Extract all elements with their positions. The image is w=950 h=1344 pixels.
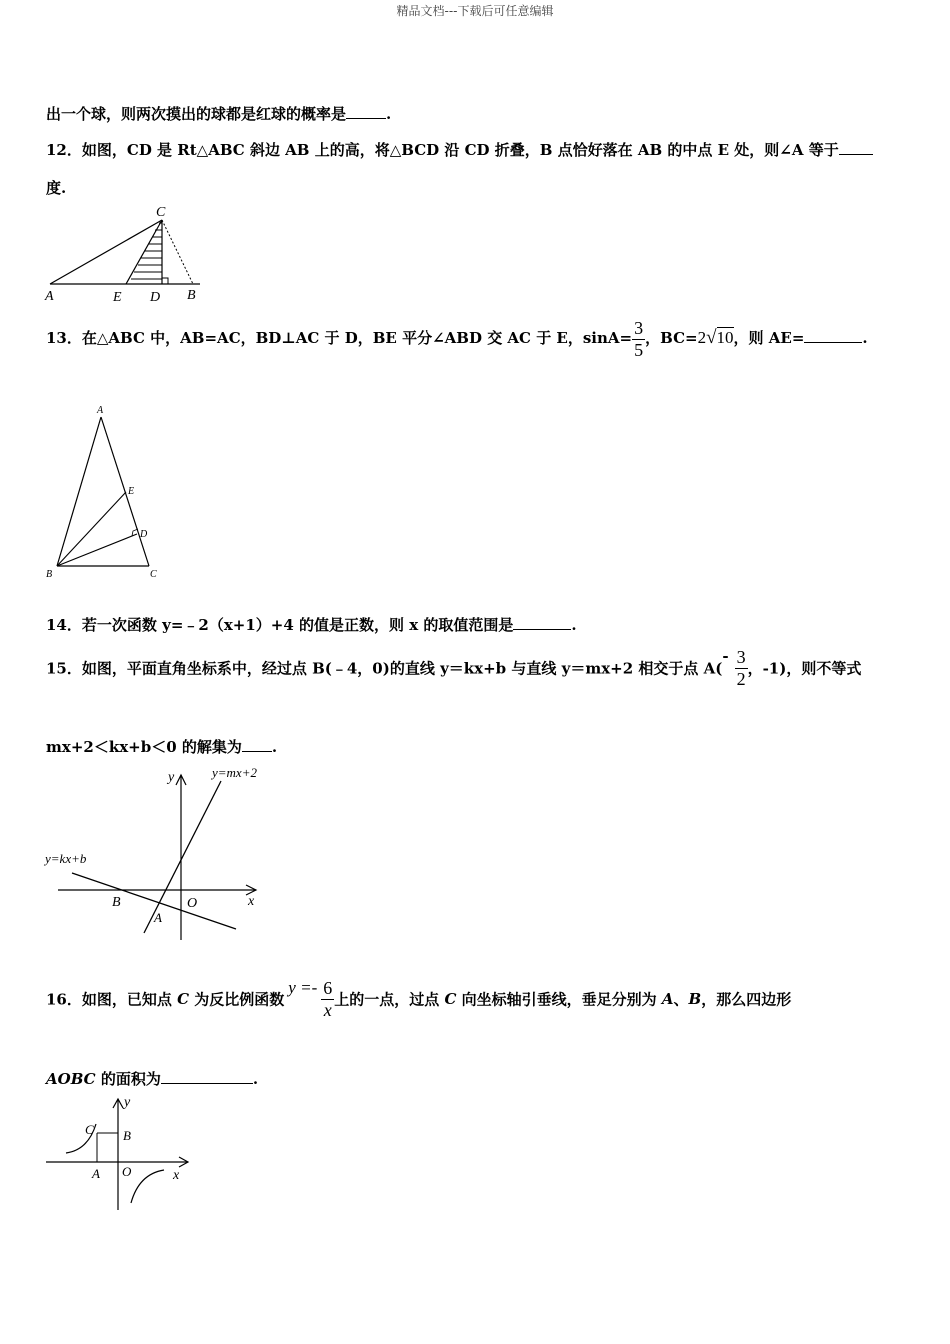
label-x: x [248,894,255,909]
q16-text-1: 16．如图，已知点 [46,990,178,1009]
label-d: D [140,529,148,540]
right-angle-mark [162,278,168,284]
label-c: C [150,569,157,580]
q13-text-line: 13．在△ABC 中，AB=AC，BD⊥AC 于 D，BE 平分∠ABD 交 AC 于 E，sinA= $\frac{3}{5}$ ，BC=2√10，则 AE= . [46,318,868,360]
label-c: C [85,1122,94,1137]
sin-fraction: $\frac{3}{5}$ [634,318,644,360]
label-c: C [156,205,166,220]
hatch-lines [131,223,162,279]
label-line-kx: y=kx+b [45,851,87,866]
minus-sign: - [722,647,729,665]
segment-ac [101,417,149,566]
answer-blank[interactable] [513,615,571,630]
q16-text-3: 上的一点，过点 [334,990,445,1009]
label-y: y [124,1095,131,1110]
label-line-mx: y=mx+2 [212,765,257,780]
func-lhs: y =- [288,978,318,997]
label-b: B [46,569,53,580]
point-c-2: C [444,990,457,1009]
label-b: B [123,1128,131,1143]
label-e: E [113,290,122,305]
segment-bd [57,534,137,566]
label-d: D [150,290,161,305]
q13-figure [40,400,170,585]
q15-figure [40,760,280,945]
point-a: A [661,990,674,1009]
answer-blank[interactable] [161,1069,253,1084]
answer-blank[interactable] [804,328,862,343]
label-b: B [187,288,196,303]
segment-ac [50,220,162,284]
label-x: x [173,1168,180,1183]
label-o: O [122,1164,132,1179]
a-x-fraction: $\frac{3}{2}$ [736,647,746,689]
q16-text-4: 向坐标轴引垂线，垂足分别为 [456,990,662,1009]
sep: 、 [673,990,689,1009]
label-e: E [128,486,135,497]
q14-text-line: 14．若一次函数 y=﹣2（x+1）+4 的值是正数，则 x 的取值范围是 . [46,616,577,634]
point-b: B [688,990,702,1009]
point-c: C [177,990,190,1009]
q12-text: 12．如图，CD 是 Rt△ABC 斜边 AB 上的高，将△BCD 沿 CD 折叠，B 点恰好落在 AB 的中点 E 处，则∠A 等于 [46,141,839,159]
q11-tail: 出一个球，则两次摸出的球都是红球的概率是 . [46,105,392,123]
q16-figure [40,1092,200,1217]
q15-text-1: 15．如图，平面直角坐标系中，经过点 B(﹣4，0)的直线 y＝kx+b 与直线 y＝mx+2 相交于点 A( [46,659,723,678]
q16-text-line [46,978,791,1020]
q15-text-2: ，-1)，则不等式 [747,659,862,678]
q12-tail: 度. [46,179,67,197]
segment-cb-dashed [162,220,193,284]
label-a: A [154,910,162,925]
q15-line2: mx+2＜kx+b＜0 的解集为 . [46,738,278,756]
func-fraction: $\frac{6}{x}$ [323,978,333,1020]
q11-text: 出一个球，则两次摸出的球都是红球的概率是 [46,105,347,123]
q15-text-line [46,647,861,689]
q16-text-2: 为反比例函数 [189,990,285,1009]
q16-text-6: 的面积为 [95,1070,161,1088]
hyperbola-branch-right [131,1170,164,1203]
answer-blank[interactable] [839,140,873,155]
quad-aobc: AOBC [46,1070,96,1088]
q13-text-1: 13．在△ABC 中，AB=AC，BD⊥AC 于 D，BE 平分∠ABD 交 AC 于 E，sinA= [46,329,633,348]
label-a: A [45,289,54,304]
q15-text-3: mx+2＜kx+b＜0 的解集为 [46,738,242,756]
segment-ab [57,417,101,566]
label-y: y [168,770,175,785]
q12-text-line [46,139,873,160]
bc-value: 2√10 [697,327,734,349]
q13-text-2: ，BC= [645,329,698,348]
q12-figure [40,200,210,305]
label-o: O [187,896,198,911]
page-header: 精品文档---下载后可任意编辑 [396,4,554,18]
q13-text-3: ，则 AE= [733,329,805,348]
label-a: A [92,1166,100,1181]
answer-blank[interactable] [242,737,272,752]
label-a: A [97,405,104,416]
q14-text: 14．若一次函数 y=﹣2（x+1）+4 的值是正数，则 x 的取值范围是 [46,616,514,634]
label-b: B [112,895,121,910]
answer-blank[interactable] [346,104,386,119]
q16-text-5: ，那么四边形 [701,990,792,1009]
q16-line2: AOBC 的面积为 . [46,1070,259,1088]
